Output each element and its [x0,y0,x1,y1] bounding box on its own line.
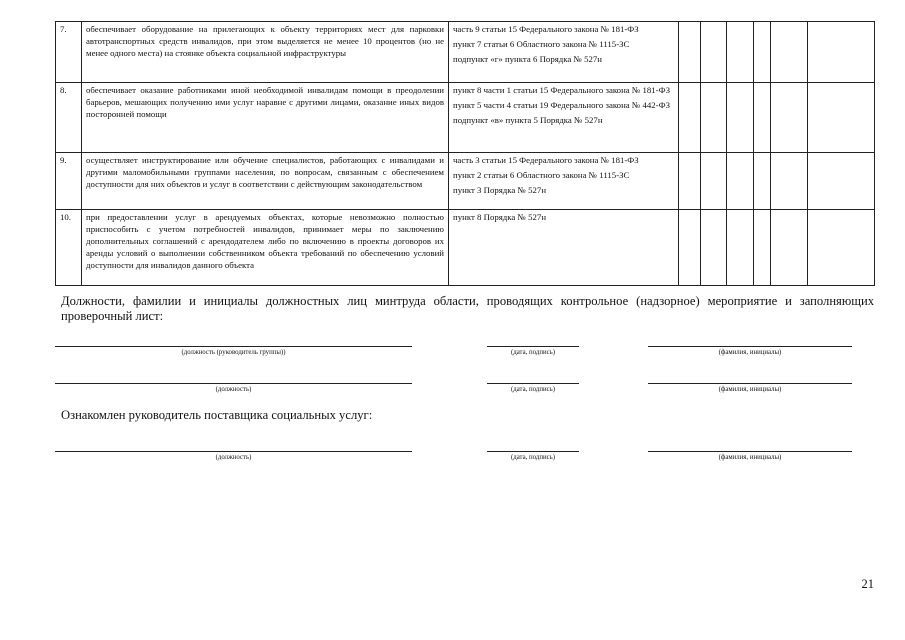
answer-na-cell[interactable] [727,153,754,210]
signature-line-name[interactable] [648,383,852,384]
note-cell[interactable] [808,210,875,286]
answer-cell[interactable] [754,83,771,153]
answer-cell[interactable] [771,83,808,153]
signature-line-position[interactable] [55,383,412,384]
caption-date-signature: (дата, подпись) [511,454,555,461]
note-cell[interactable] [808,83,875,153]
row-number: 7. [56,22,82,83]
answer-yes-cell[interactable] [679,22,701,83]
signature-line-date[interactable] [487,451,579,452]
table-row [56,153,875,210]
row-number: 10. [56,210,82,286]
page-number: 21 [861,577,874,591]
caption-name-initials: (фамилия, инициалы) [718,386,782,393]
table-row [56,210,875,286]
legal-references [449,83,679,153]
signature-line-name[interactable] [648,451,852,452]
answer-na-cell[interactable] [727,83,754,153]
answer-na-cell[interactable] [727,22,754,83]
answer-cell[interactable] [771,22,808,83]
answer-cell[interactable] [754,22,771,83]
answer-yes-cell[interactable] [679,83,701,153]
table-row [56,22,875,83]
checklist-table [55,21,875,286]
answer-no-cell[interactable] [701,153,727,210]
note-cell[interactable] [808,153,875,210]
signature-line-position-head[interactable] [55,346,412,347]
table-row [56,83,875,153]
reference: часть 3 статьи 15 Федерального закона № 181-ФЗ [453,155,639,165]
answer-cell[interactable] [771,210,808,286]
answer-cell[interactable] [754,210,771,286]
caption-position-head: (должность (руководитель группы)) [181,349,286,356]
signature-line-position[interactable] [55,451,412,452]
row-number: 8. [56,83,82,153]
answer-yes-cell[interactable] [679,210,701,286]
legal-references [449,210,679,286]
signature-line-date[interactable] [487,383,579,384]
reference: пункт 3 Порядка № 527н [453,185,547,195]
reference: часть 9 статьи 15 Федерального закона № 181-ФЗ [453,24,639,34]
reference: пункт 5 части 4 статьи 19 Федерального закона № 442-ФЗ [453,100,670,110]
requirement-text: осуществляет инструктирование или обучение специалистов, работающих с инвалидами и другими маломобильными группами населения, по вопросам, связанным с обеспечением доступности для них объектов и услуг в соответствии с действующим законодательством [82,153,449,210]
answer-cell[interactable] [754,153,771,210]
row-number: 9. [56,153,82,210]
requirement-text: при предоставлении услуг в арендуемых объектах, которые невозможно полностью приспособить с учетом потребностей инвалидов, принимает меры по заключению дополнительных соглашений с арендодателем либо по включению в проекты договоров их аренды условий о выполнении собственником объекта требований по обеспечению условий доступности для инвалидов данного объекта [82,210,449,286]
caption-position: (должность) [215,386,252,393]
reference: пункт 8 Порядка № 527н [453,212,547,222]
signature-line-name[interactable] [648,346,852,347]
legal-references [449,22,679,83]
caption-name-initials: (фамилия, инициалы) [718,349,782,356]
caption-name-initials: (фамилия, инициалы) [718,454,782,461]
answer-no-cell[interactable] [701,83,727,153]
note-cell[interactable] [808,22,875,83]
caption-position: (должность) [215,454,252,461]
answer-no-cell[interactable] [701,22,727,83]
reference: пункт 7 статьи 6 Областного закона № 1115-ЗС [453,39,630,49]
requirement-text: обеспечивает оказание работниками иной необходимой инвалидам помощи в преодолении барьеров, мешающих получению ими услуг наравне с другими лицами, оказание иных видов посторонней помощи [82,83,449,153]
reference: пункт 8 части 1 статьи 15 Федерального закона № 181-ФЗ [453,85,670,95]
reference: пункт 2 статьи 6 Областного закона № 1115-ЗС [453,170,630,180]
answer-na-cell[interactable] [727,210,754,286]
reference: подпункт «г» пункта 6 Порядка № 527н [453,54,602,64]
caption-date-signature: (дата, подпись) [511,349,555,356]
legal-references [449,153,679,210]
answer-yes-cell[interactable] [679,153,701,210]
signature-line-date[interactable] [487,346,579,347]
acquainted-paragraph: Ознакомлен руководитель поставщика социальных услуг: [61,408,373,422]
caption-date-signature: (дата, подпись) [511,386,555,393]
officials-paragraph: Должности, фамилии и инициалы должностных лиц минтруда области, проводящих контрольное (надзорное) мероприятие и заполняющих проверочный лист: [61,294,874,323]
requirement-text: обеспечивает оборудование на прилегающих к объекту территориях мест для парковки автотранспортных средств инвалидов, при этом выделяется не менее 10 процентов (но не менее одного места) на стоянке объекта социальной инфраструктуры [82,22,449,83]
reference: подпункт «в» пункта 5 Порядка № 527н [453,115,603,125]
answer-no-cell[interactable] [701,210,727,286]
answer-cell[interactable] [771,153,808,210]
